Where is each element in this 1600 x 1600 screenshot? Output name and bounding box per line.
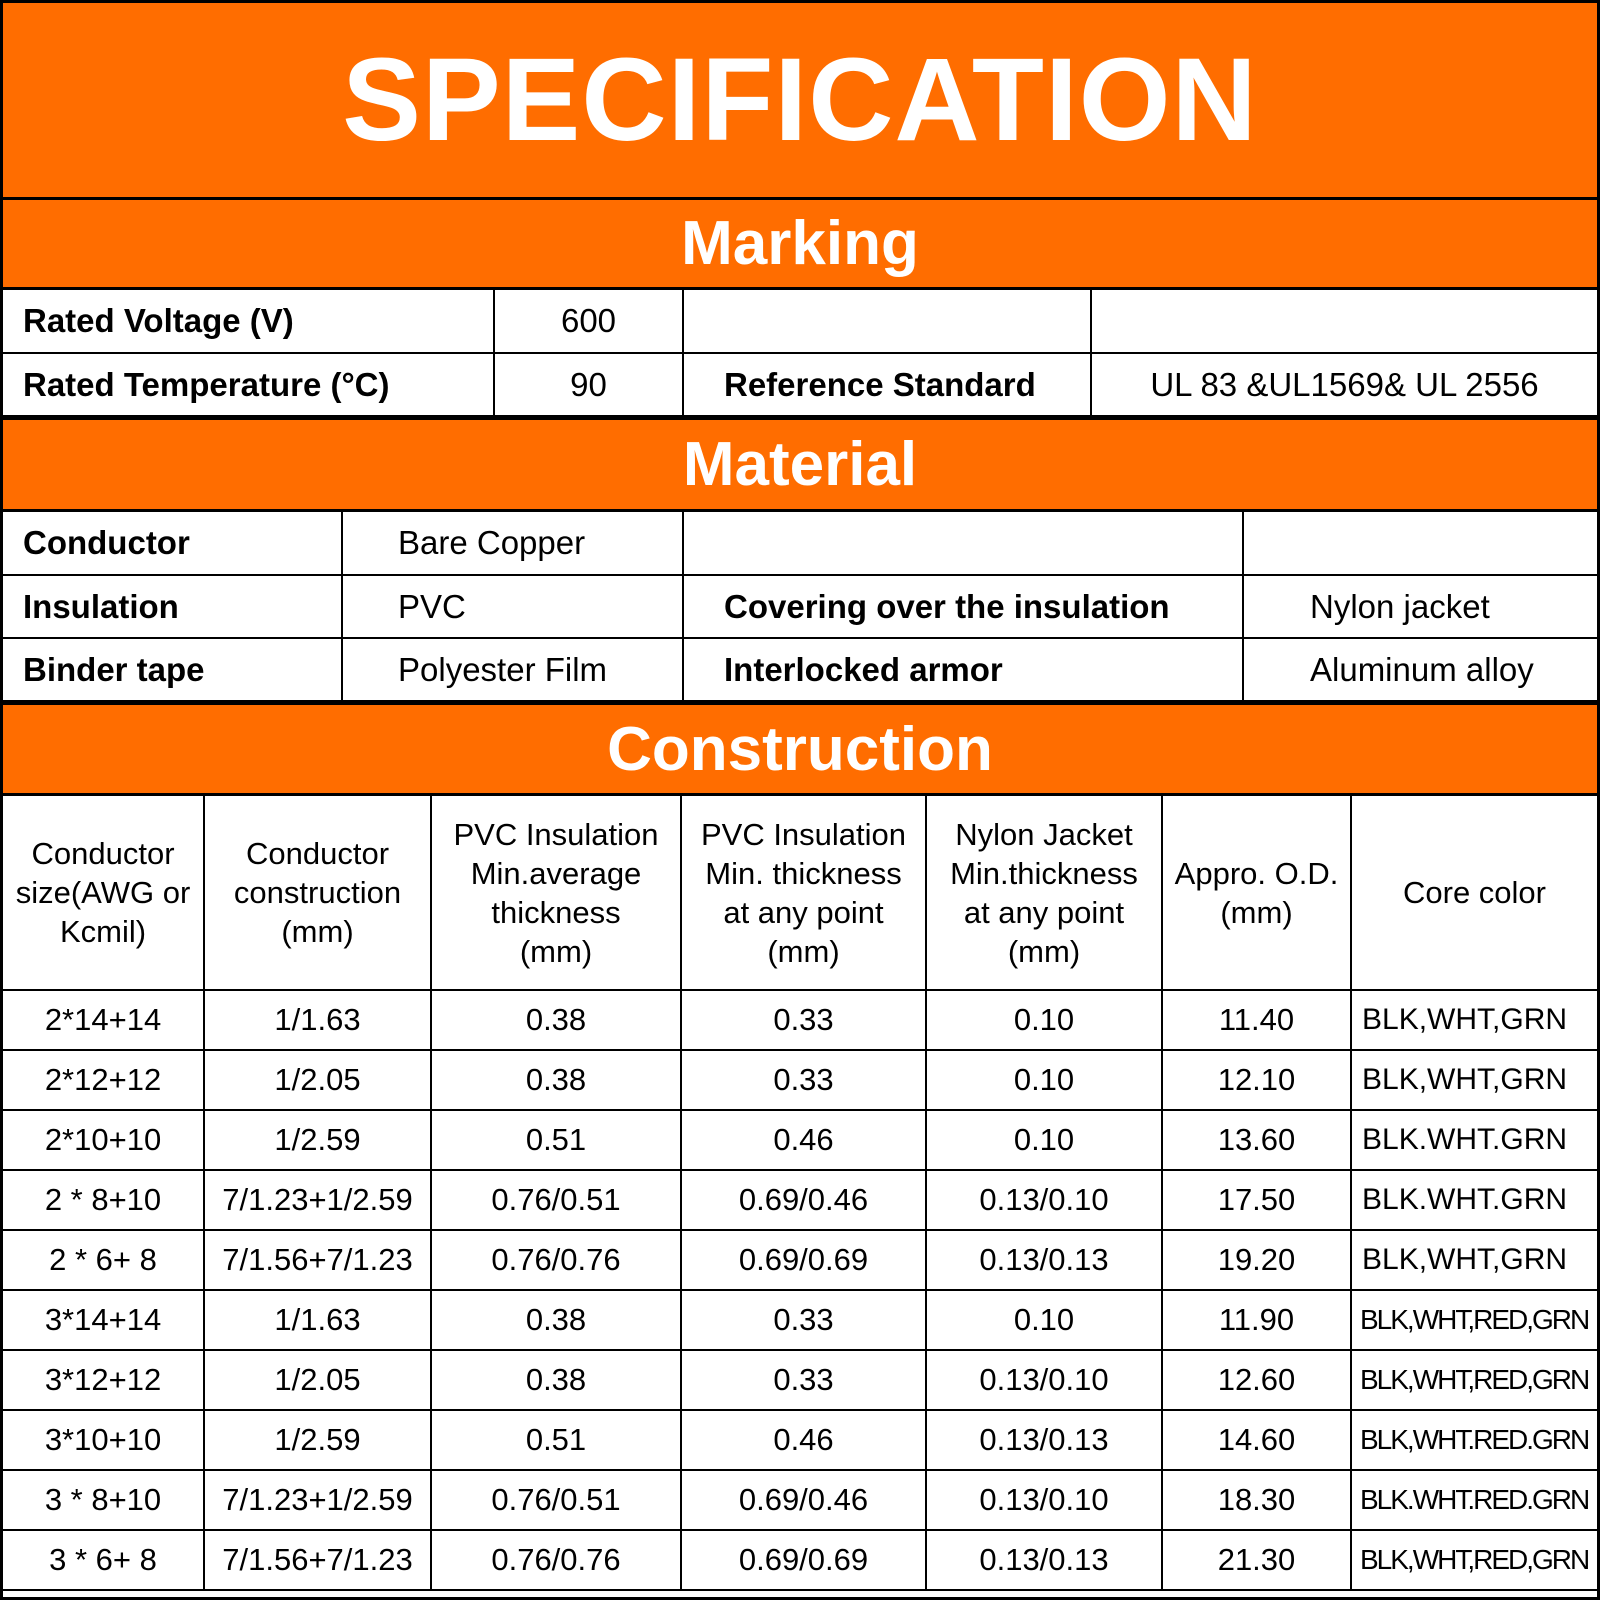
pvc-min-thickness-cell: 0.33 [681,1350,926,1410]
conductor-construction-cell: 7/1.23+1/2.59 [204,1170,431,1230]
approx-od-cell: 17.50 [1162,1170,1351,1230]
header-line: Conductor [245,836,390,871]
header-line: (mm) [281,914,354,949]
approx-od-cell: 11.90 [1162,1290,1351,1350]
conductor-size-cell: 3*10+10 [3,1410,204,1470]
header-line: Kcmil) [59,914,147,949]
table-row [3,1350,1597,1410]
reference-standard-label: Reference Standard [683,353,1091,416]
conductor-construction-cell: 7/1.56+7/1.23 [204,1230,431,1290]
pvc-avg-thickness-cell: 0.38 [431,1050,681,1110]
approx-od-header [1162,796,1351,990]
nylon-thickness-cell: 0.10 [926,1050,1162,1110]
conductor-size-cell: 3*14+14 [3,1290,204,1350]
construction-table [3,796,1597,1591]
conductor-construction-cell: 7/1.23+1/2.59 [204,1470,431,1530]
insulation-label: Insulation [3,575,342,638]
header-line: (mm) [519,933,593,969]
binder-tape-label: Binder tape [3,638,342,701]
conductor-construction-cell: 1/1.63 [204,990,431,1050]
pvc-min-thickness-cell: 0.33 [681,1290,926,1350]
core-color-cell: BLK.WHT.RED.GRN [1351,1470,1597,1530]
nylon-thickness-cell: 0.13/0.10 [926,1350,1162,1410]
header-line: thickness [491,894,621,930]
header-line: at any point [723,894,884,930]
pvc-min-thickness-cell: 0.46 [681,1410,926,1470]
approx-od-cell: 13.60 [1162,1110,1351,1170]
nylon-thickness-cell: 0.13/0.13 [926,1530,1162,1590]
core-color-cell: BLK,WHT,GRN [1351,990,1597,1050]
header-line: construction [233,875,402,910]
pvc-min-thickness-cell: 0.69/0.69 [681,1530,926,1590]
header-line: (mm) [1220,894,1293,930]
construction-header-row [3,796,1597,990]
rated-voltage-value: 600 [494,290,683,353]
header-line: Appro. O.D. [1174,855,1339,891]
core-color-cell: BLK,WHT,GRN [1351,1050,1597,1110]
header-line: Conductor [31,836,175,871]
approx-od-cell: 21.30 [1162,1530,1351,1590]
pvc-min-thickness-cell: 0.69/0.46 [681,1170,926,1230]
table-row [3,1530,1597,1590]
empty-cell [683,290,1091,353]
pvc-min-average-thickness-header [431,796,681,990]
header-line: PVC Insulation [700,816,907,852]
pvc-min-thickness-cell: 0.69/0.69 [681,1230,926,1290]
approx-od-cell: 18.30 [1162,1470,1351,1530]
core-color-cell: BLK.WHT.GRN [1351,1170,1597,1230]
approx-od-cell: 12.60 [1162,1350,1351,1410]
table-row [3,1290,1597,1350]
table-row [3,1050,1597,1110]
nylon-thickness-cell: 0.13/0.10 [926,1170,1162,1230]
approx-od-cell: 12.10 [1162,1050,1351,1110]
core-color-cell: BLK,WHT,RED,GRN [1351,1350,1597,1410]
pvc-min-thickness-cell: 0.33 [681,990,926,1050]
rated-temperature-value: 90 [494,353,683,416]
conductor-construction-cell: 1/2.05 [204,1050,431,1110]
pvc-avg-thickness-cell: 0.76/0.51 [431,1170,681,1230]
core-color-cell: BLK.WHT.GRN [1351,1110,1597,1170]
table-row [3,1470,1597,1530]
reference-standard-value: UL 83 &UL1569& UL 2556 [1091,353,1597,416]
marking-table [3,290,1597,420]
pvc-min-thickness-cell: 0.33 [681,1050,926,1110]
header-line: PVC Insulation [453,816,659,852]
empty-cell [1243,512,1597,575]
nylon-thickness-cell: 0.10 [926,990,1162,1050]
pvc-avg-thickness-cell: 0.51 [431,1410,681,1470]
table-row [3,1110,1597,1170]
header-line: at any point [963,894,1125,930]
material-heading: Material [3,420,1597,512]
conductor-construction-cell: 1/2.59 [204,1110,431,1170]
header-line: Core color [1403,875,1546,910]
rated-temperature-label: Rated Temperature (°C) [3,353,494,416]
table-row [3,990,1597,1050]
approx-od-cell: 19.20 [1162,1230,1351,1290]
header-line: Min.thickness [950,855,1138,891]
header-line: Min. thickness [705,855,902,891]
core-color-cell: BLK,WHT,GRN [1351,1230,1597,1290]
table-row [3,1170,1597,1230]
pvc-min-thickness-cell: 0.46 [681,1110,926,1170]
marking-heading: Marking [3,200,1597,290]
nylon-thickness-cell: 0.13/0.13 [926,1230,1162,1290]
pvc-avg-thickness-cell: 0.76/0.76 [431,1230,681,1290]
conductor-construction-cell: 1/2.59 [204,1410,431,1470]
construction-heading: Construction [3,705,1597,796]
pvc-avg-thickness-cell: 0.38 [431,1290,681,1350]
conductor-size-cell: 2 * 6+ 8 [3,1230,204,1290]
conductor-construction-header [204,796,431,990]
pvc-avg-thickness-cell: 0.51 [431,1110,681,1170]
header-line: Nylon Jacket [955,816,1133,852]
core-color-cell: BLK,WHT,RED,GRN [1351,1290,1597,1350]
header-line: size(AWG or [15,875,191,910]
conductor-size-cell: 3*12+12 [3,1350,204,1410]
pvc-min-thickness-cell: 0.69/0.46 [681,1470,926,1530]
conductor-size-cell: 2 * 8+10 [3,1170,204,1230]
table-row [3,1230,1597,1290]
empty-cell [1091,290,1597,353]
header-line: Min.average [470,855,642,891]
conductor-size-cell: 3 * 6+ 8 [3,1530,204,1590]
interlocked-armor-label: Interlocked armor [683,638,1243,701]
binder-tape-value: Polyester Film [342,638,683,701]
covering-label: Covering over the insulation [683,575,1243,638]
conductor-size-cell: 2*14+14 [3,990,204,1050]
conductor-value: Bare Copper [342,512,683,575]
nylon-thickness-cell: 0.10 [926,1290,1162,1350]
pvc-avg-thickness-cell: 0.76/0.76 [431,1530,681,1590]
empty-cell [683,512,1243,575]
conductor-size-cell: 2*10+10 [3,1110,204,1170]
core-color-header [1351,796,1597,990]
covering-value: Nylon jacket [1243,575,1597,638]
pvc-avg-thickness-cell: 0.38 [431,1350,681,1410]
header-line: (mm) [767,933,840,969]
approx-od-cell: 14.60 [1162,1410,1351,1470]
core-color-cell: BLK,WHT,RED,GRN [1351,1530,1597,1590]
nylon-jacket-thickness-header [926,796,1162,990]
rated-voltage-label: Rated Voltage (V) [3,290,494,353]
conductor-construction-cell: 1/1.63 [204,1290,431,1350]
nylon-thickness-cell: 0.13/0.13 [926,1410,1162,1470]
approx-od-cell: 11.40 [1162,990,1351,1050]
conductor-size-header [3,796,204,990]
pvc-avg-thickness-cell: 0.38 [431,990,681,1050]
interlocked-armor-value: Aluminum alloy [1243,638,1597,701]
conductor-size-cell: 3 * 8+10 [3,1470,204,1530]
table-row [3,1410,1597,1470]
insulation-value: PVC [342,575,683,638]
conductor-construction-cell: 7/1.56+7/1.23 [204,1530,431,1590]
header-line: (mm) [1007,933,1081,969]
conductor-size-cell: 2*12+12 [3,1050,204,1110]
pvc-avg-thickness-cell: 0.76/0.51 [431,1470,681,1530]
core-color-cell: BLK,WHT.RED.GRN [1351,1410,1597,1470]
conductor-label: Conductor [3,512,342,575]
nylon-thickness-cell: 0.13/0.10 [926,1470,1162,1530]
conductor-construction-cell: 1/2.05 [204,1350,431,1410]
pvc-min-thickness-header [681,796,926,990]
page-title: SPECIFICATION [3,3,1597,200]
material-table [3,512,1597,705]
nylon-thickness-cell: 0.10 [926,1110,1162,1170]
